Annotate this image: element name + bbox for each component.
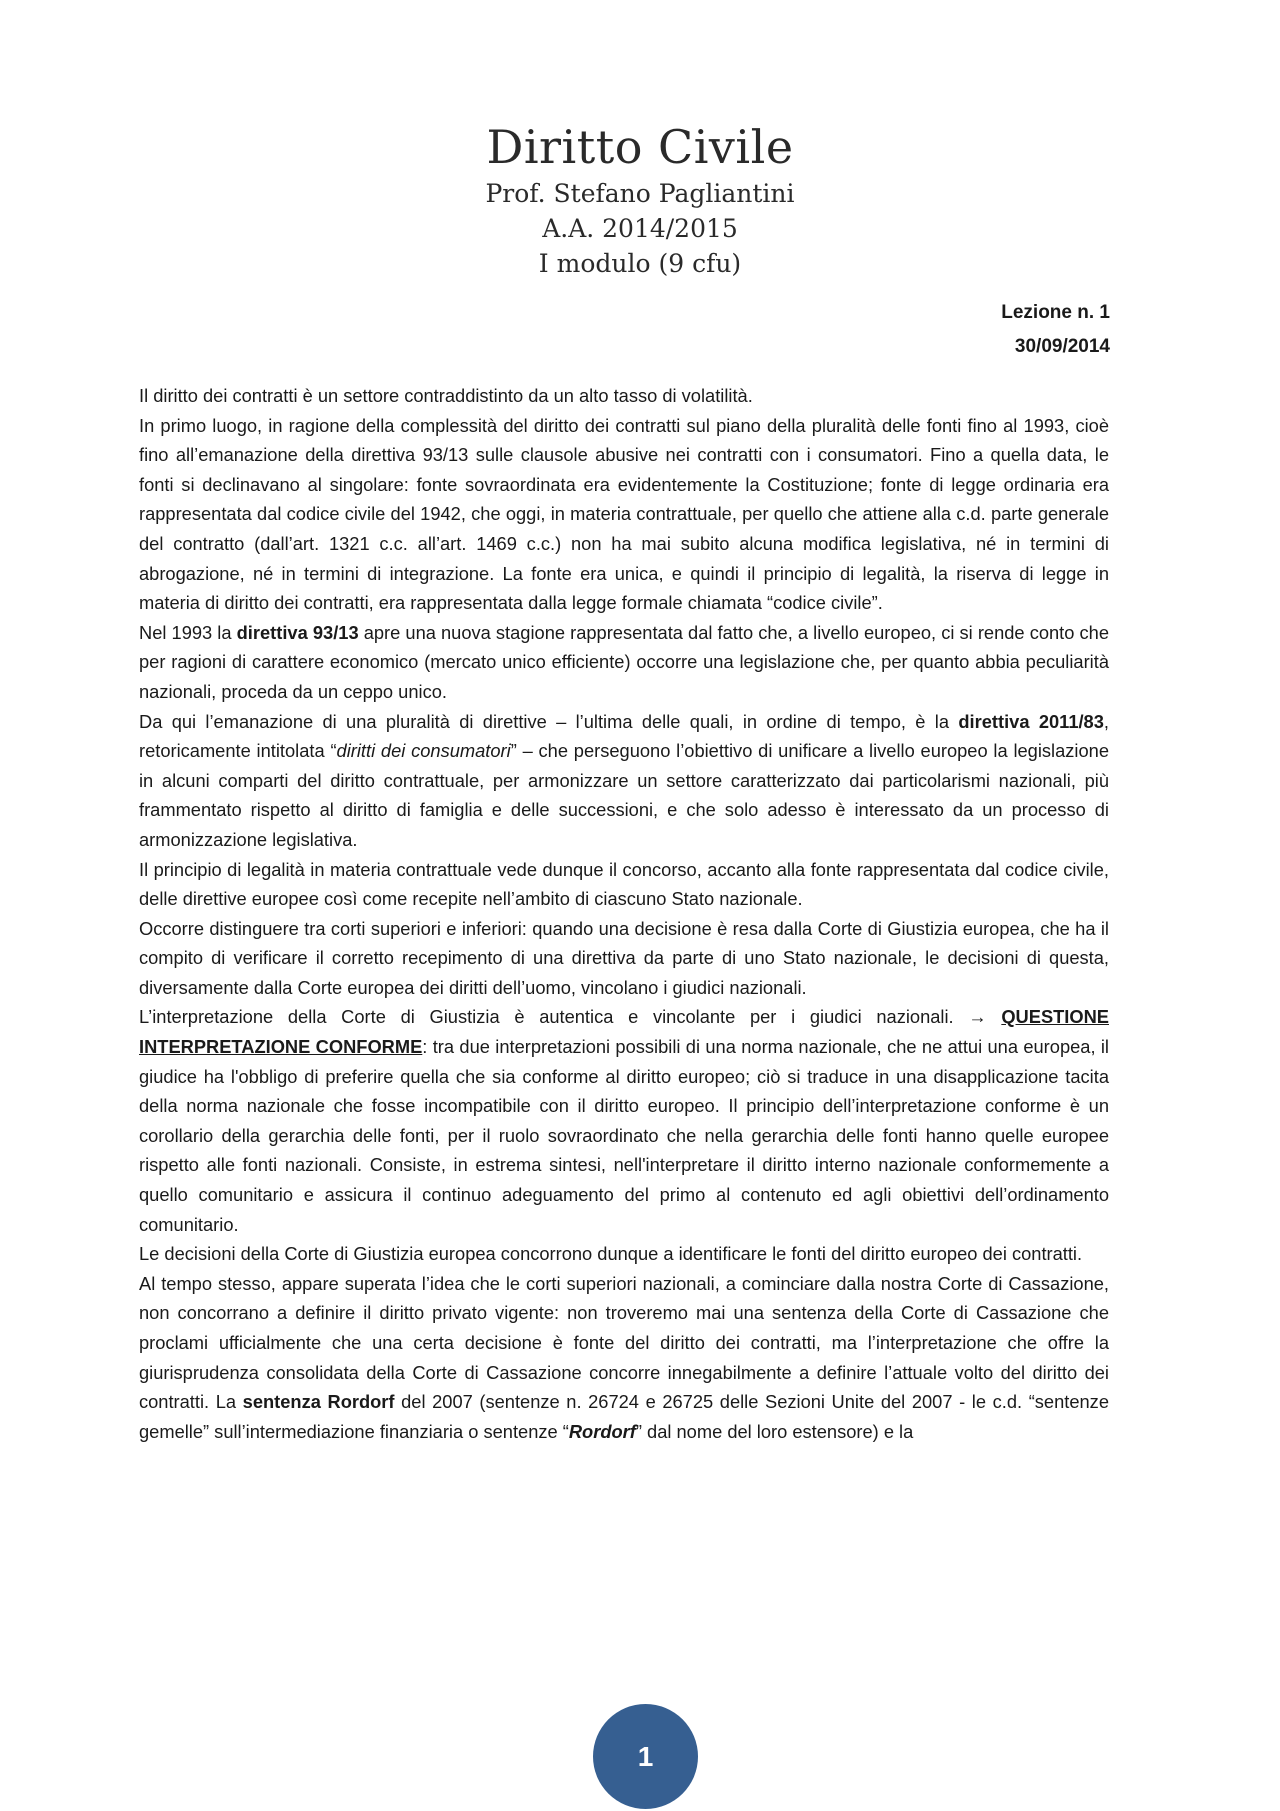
text-run: Da qui l’emanazione di una pluralità di direttive – l’ultima delle quali, in ordine di tempo, è la bbox=[139, 710, 959, 732]
course-title: Diritto Civile bbox=[486, 120, 794, 174]
paragraph: Il principio di legalità in materia contrattuale vede dunque il concorso, accanto alla fonte rappresentata dal codice civile, delle direttive europee così come recepite nell’ambito di ciascuno Stato nazionale. bbox=[139, 858, 1109, 910]
text-run: Nel 1993 la bbox=[139, 621, 237, 643]
bold-italic-term: Rordorf bbox=[568, 1420, 636, 1442]
page-number-badge: 1 bbox=[593, 1704, 698, 1809]
bold-term: direttiva 93/13 bbox=[236, 621, 359, 643]
document-header bbox=[0, 118, 1280, 281]
professor-name: Prof. Stefano Pagliantini bbox=[485, 179, 795, 208]
module-info: I modulo (9 cfu) bbox=[538, 249, 742, 278]
underlined-heading: QUESTIONE INTERPRETAZIONE CONFORME bbox=[139, 1006, 1109, 1058]
bold-term: direttiva 2011/83 bbox=[958, 710, 1104, 732]
text-run: : tra due interpretazioni possibili di una norma nazionale, che ne attui una europea, il giudice ha l'obbligo di preferire quella che sia conforme al diritto europeo; ciò si traduce in una disapplicazione tacita della norma nazionale che fosse incompatibile con il diritto europeo. Il principio dell’interpretazione conforme è un corollario della gerarchia delle fonti, per il ruolo sovraordinato che nella gerarchia delle fonti hanno quelle europee rispetto alle fonti nazionali. Consiste, in estrema sintesi, nell'interpretare il diritto interno nazionale conformemente a quello comunitario e assicura il continuo adeguamento del primo al contenuto ed agli obiettivi dell’ordinamento comunitario. bbox=[139, 1036, 1109, 1235]
paragraph bbox=[139, 707, 1109, 855]
text-run: del 2007 (sentenze n. 26724 e 26725 delle Sezioni Unite del 2007 - le c.d. “sentenze gemelle” sull’intermediazione finanziaria o sentenze “ bbox=[139, 1391, 1109, 1442]
text-run: apre una nuova stagione rappresentata dal fatto che, a livello europeo, ci si rende conto che per ragioni di carattere economico (mercato unico efficiente) occorre una legislazione che, per quanto abbia peculiarità nazionali, proceda da un ceppo unico. bbox=[139, 621, 1109, 702]
text-run: ” – che perseguono l’obiettivo di unificare a livello europeo la legislazione in alcuni comparti del diritto contrattuale, per armonizzare un settore caratterizzato dai particolarismi nazionali, più frammentato rispetto al diritto di famiglia e delle successioni, e che solo adesso è interessato da un processo di armonizzazione legislativa. bbox=[139, 740, 1109, 850]
academic-year: A.A. 2014/2015 bbox=[542, 214, 738, 243]
paragraph: Il diritto dei contratti è un settore contraddistinto da un alto tasso di volatilità. bbox=[139, 385, 753, 406]
bold-term: sentenza Rordorf bbox=[242, 1391, 395, 1413]
document-body bbox=[139, 381, 1109, 1446]
text-run: Al tempo stesso, appare superata l’idea che le corti superiori nazionali, a cominciare dalla nostra Corte di Cassazione, non concorrano a definire il diritto privato vigente: non troveremo mai una sentenza della Corte di Cassazione che proclami ufficialmente che una certa decisione è fonte del diritto dei contratti, ma l’interpretazione che offre la giurisprudenza consolidata della Corte di Cassazione concorre innegabilmente a definire l’attuale volto del diritto dei contratti. La bbox=[139, 1272, 1109, 1413]
paragraph bbox=[139, 1269, 1109, 1447]
paragraph: Le decisioni della Corte di Giustizia europea concorrono dunque a identificare le fonti del diritto europeo dei contratti. bbox=[139, 1243, 1083, 1265]
text-run: ” dal nome del loro estensore) e la bbox=[635, 1420, 914, 1442]
paragraph: Occorre distinguere tra corti superiori e inferiori: quando una decisione è resa dalla Corte di Giustizia europea, che ha il compito di verificare il corretto recepimento di una direttiva da parte di uno Stato nazionale, le decisioni di questa, diversamente dalla Corte europea dei diritti dell’uomo, vincolano i giudici nazionali. bbox=[139, 917, 1109, 998]
paragraph bbox=[139, 618, 1109, 707]
text-run: L’interpretazione della Corte di Giustizia è autentica e vincolante per i giudici nazionali. → bbox=[139, 1006, 1002, 1028]
paragraph: In primo luogo, in ragione della complessità del diritto dei contratti sul piano della pluralità delle fonti fino al 1993, cioè fino all’emanazione della direttiva 93/13 sulle clausole abusive nei contratti con i consumatori. Fino a quella data, le fonti si declinavano al singolare: fonte sovraordinata era evidentemente la Costituzione; fonte di legge ordinaria era rappresentata dal codice civile del 1942, che oggi, in materia contrattuale, per quello che attiene alla c.d. parte generale del contratto (dall’art. 1321 c.c. all’art. 1469 c.c.) non ha mai subito alcuna modifica legislativa, né in termini di abrogazione, né in termini di integrazione. La fonte era unica, e quindi il principio di legalità, la riserva di legge in materia di diritto dei contratti, era rappresentata dalla legge formale chiamata “codice civile”. bbox=[139, 414, 1109, 614]
lesson-info bbox=[1001, 296, 1110, 364]
text-run: , retoricamente intitolata “ bbox=[139, 710, 1109, 762]
lesson-number: Lezione n. 1 bbox=[1001, 302, 1110, 323]
paragraph bbox=[139, 1002, 1109, 1239]
lesson-date: 30/09/2014 bbox=[1014, 336, 1110, 357]
italic-term: diritti dei consumatori bbox=[336, 740, 511, 762]
